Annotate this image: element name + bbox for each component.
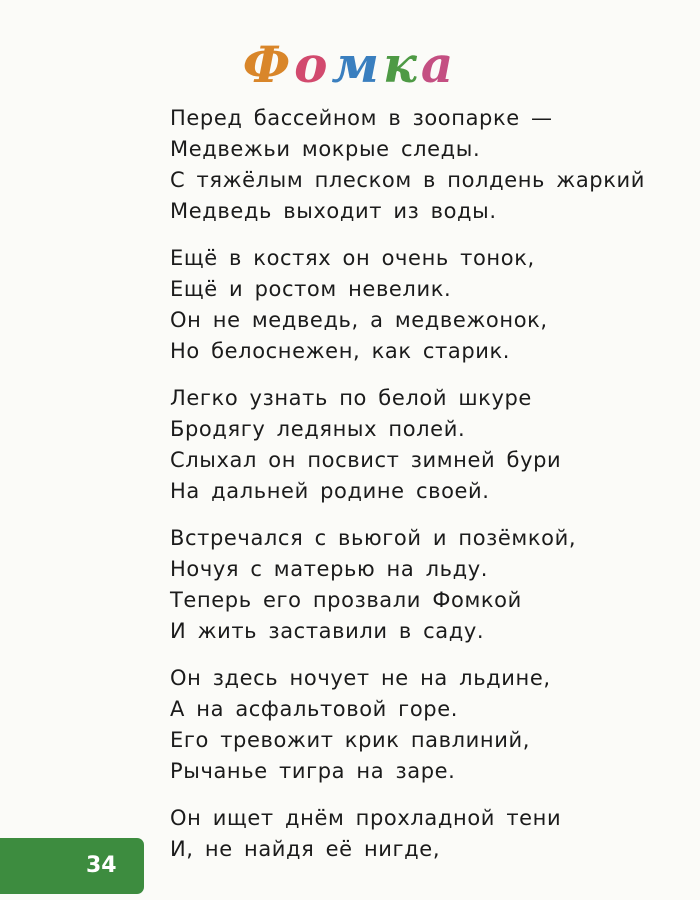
title-letter: а	[420, 35, 458, 94]
poem-line: Он здесь ночует не на льдине,	[170, 666, 551, 690]
stanza	[170, 523, 690, 647]
poem-line: Ещё и ростом невелик.	[170, 277, 452, 301]
poem-line: Ночуя с матерью на льду.	[170, 557, 489, 581]
poem-line: Легко узнать по белой шкуре	[170, 386, 532, 410]
stanza	[170, 663, 690, 787]
poem-title	[0, 30, 700, 100]
page-number: 34	[86, 853, 117, 878]
poem-body	[170, 103, 690, 881]
poem-line: Бродягу ледяных полей.	[170, 417, 466, 441]
title-letter: о	[294, 35, 332, 94]
stanza	[170, 243, 690, 367]
poem-line: Медведь выходит из воды.	[170, 199, 497, 223]
poem-line: А на асфальтовой горе.	[170, 697, 458, 721]
poem-line: И, не найдя её нигде,	[170, 837, 441, 861]
poem-line: С тяжёлым плеском в полдень жаркий	[170, 168, 646, 192]
poem-line: Он ищет днём прохладной тени	[170, 806, 562, 830]
poem-line: На дальней родине своей.	[170, 479, 490, 503]
stanza	[170, 383, 690, 507]
poem-line: Перед бассейном в зоопарке —	[170, 106, 553, 130]
poem-line: Он не медведь, а медвежонок,	[170, 308, 548, 332]
stanza	[170, 803, 690, 865]
title-letter: Ф	[242, 35, 295, 94]
poem-line: Слыхал он посвист зимней бури	[170, 448, 562, 472]
title-letter: к	[383, 35, 421, 94]
poem-line: Ещё в костях он очень тонок,	[170, 246, 535, 270]
poem-line: Теперь его прозвали Фомкой	[170, 588, 522, 612]
stanza	[170, 103, 690, 227]
poem-line: И жить заставили в саду.	[170, 619, 485, 643]
poem-line: Встречался с вьюгой и позёмкой,	[170, 526, 577, 550]
poem-line: Медвежьи мокрые следы.	[170, 137, 481, 161]
title-letter: м	[331, 35, 384, 94]
poem-line: Но белоснежен, как старик.	[170, 339, 511, 363]
page-number-tab	[0, 838, 144, 894]
poem-line: Его тревожит крик павлиний,	[170, 728, 530, 752]
poem-line: Рычанье тигра на заре.	[170, 759, 456, 783]
